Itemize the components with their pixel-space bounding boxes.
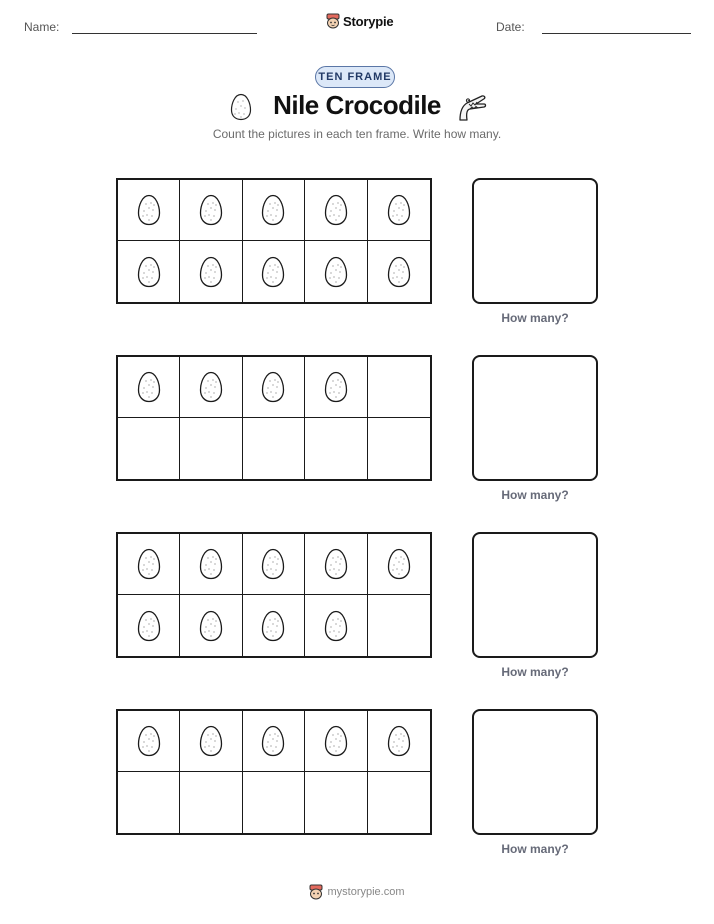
page-title: Nile Crocodile [273, 90, 441, 120]
name-label: Name: [24, 20, 60, 34]
ten-frame-cell [243, 418, 305, 479]
ten-frame-cell [180, 357, 242, 418]
egg-icon [387, 725, 411, 757]
ten-frame-cell [368, 418, 430, 479]
egg-icon [261, 725, 285, 757]
ten-frame-cell [368, 595, 430, 656]
egg-icon [261, 256, 285, 288]
ten-frame-cell [368, 711, 430, 772]
egg-icon [324, 548, 348, 580]
brand-logo [326, 13, 393, 29]
ten-frame-cell [305, 241, 367, 302]
egg-icon [137, 256, 161, 288]
ten-frame-cell [180, 418, 242, 479]
egg-icon [199, 371, 223, 403]
egg-icon [137, 371, 161, 403]
ten-frame-cell [243, 241, 305, 302]
ten-frame-cell [368, 772, 430, 833]
ten-frame-cell [305, 772, 367, 833]
ten-frame-cell [243, 711, 305, 772]
ten-frame-cell [368, 357, 430, 418]
answer-box[interactable] [472, 709, 598, 835]
ten-frame [116, 532, 432, 658]
egg-icon [261, 194, 285, 226]
ten-frame-cell [243, 595, 305, 656]
date-line[interactable] [542, 33, 691, 34]
egg-icon [199, 256, 223, 288]
how-many-label: How many? [501, 665, 569, 679]
ten-frame-cell [305, 711, 367, 772]
ten-frame-cell [118, 180, 180, 241]
egg-icon [324, 194, 348, 226]
egg-icon [261, 610, 285, 642]
ten-frame-cell [305, 180, 367, 241]
egg-icon [199, 194, 223, 226]
how-many-label: How many? [501, 488, 569, 502]
egg-icon [199, 548, 223, 580]
ten-frame-cell [118, 241, 180, 302]
how-many-label: How many? [501, 842, 569, 856]
ten-frame-cell [118, 534, 180, 595]
egg-icon [137, 610, 161, 642]
instructions: Count the pictures in each ten frame. Write how many. [212, 127, 502, 141]
egg-icon [137, 725, 161, 757]
answer-box[interactable] [472, 532, 598, 658]
ten-frame-cell [305, 534, 367, 595]
footer [0, 884, 714, 900]
ten-frame-cell [180, 534, 242, 595]
name-line[interactable] [72, 33, 257, 34]
ten-frame-cell [118, 595, 180, 656]
egg-icon [261, 548, 285, 580]
egg-icon [324, 256, 348, 288]
ten-frame-badge: TEN FRAME [315, 66, 395, 88]
ten-frame [116, 709, 432, 835]
ten-frame-cell [368, 534, 430, 595]
ten-frame-cell [118, 418, 180, 479]
egg-icon [324, 610, 348, 642]
date-label: Date: [496, 20, 525, 34]
egg-icon [261, 371, 285, 403]
ten-frame-cell [180, 180, 242, 241]
ten-frame-cell [243, 357, 305, 418]
egg-icon [387, 548, 411, 580]
ten-frame-cell [368, 241, 430, 302]
answer-box[interactable] [472, 178, 598, 304]
storypie-mascot-icon [309, 884, 323, 900]
answer-box[interactable] [472, 355, 598, 481]
ten-frame-cell [305, 357, 367, 418]
ten-frame [116, 178, 432, 304]
footer-url[interactable]: mystorypie.com [327, 886, 405, 898]
storypie-mascot-icon [326, 13, 340, 29]
ten-frame-cell [243, 180, 305, 241]
brand-name: Storypie [343, 13, 394, 29]
ten-frame [116, 355, 432, 481]
how-many-label: How many? [501, 311, 569, 325]
egg-icon [137, 548, 161, 580]
egg-icon [199, 725, 223, 757]
egg-icon [387, 256, 411, 288]
ten-frame-cell [180, 711, 242, 772]
egg-icon [324, 371, 348, 403]
ten-frame-cell [118, 772, 180, 833]
egg-icon [230, 93, 252, 121]
egg-icon [387, 194, 411, 226]
ten-frame-cell [180, 241, 242, 302]
crocodile-icon [456, 92, 488, 124]
ten-frame-cell [243, 534, 305, 595]
ten-frame-cell [180, 595, 242, 656]
ten-frame-cell [305, 418, 367, 479]
ten-frame-cell [118, 711, 180, 772]
egg-icon [199, 610, 223, 642]
ten-frame-cell [305, 595, 367, 656]
ten-frame-cell [368, 180, 430, 241]
ten-frame-cell [118, 357, 180, 418]
egg-icon [324, 725, 348, 757]
ten-frame-cell [243, 772, 305, 833]
ten-frame-cell [180, 772, 242, 833]
egg-icon [137, 194, 161, 226]
